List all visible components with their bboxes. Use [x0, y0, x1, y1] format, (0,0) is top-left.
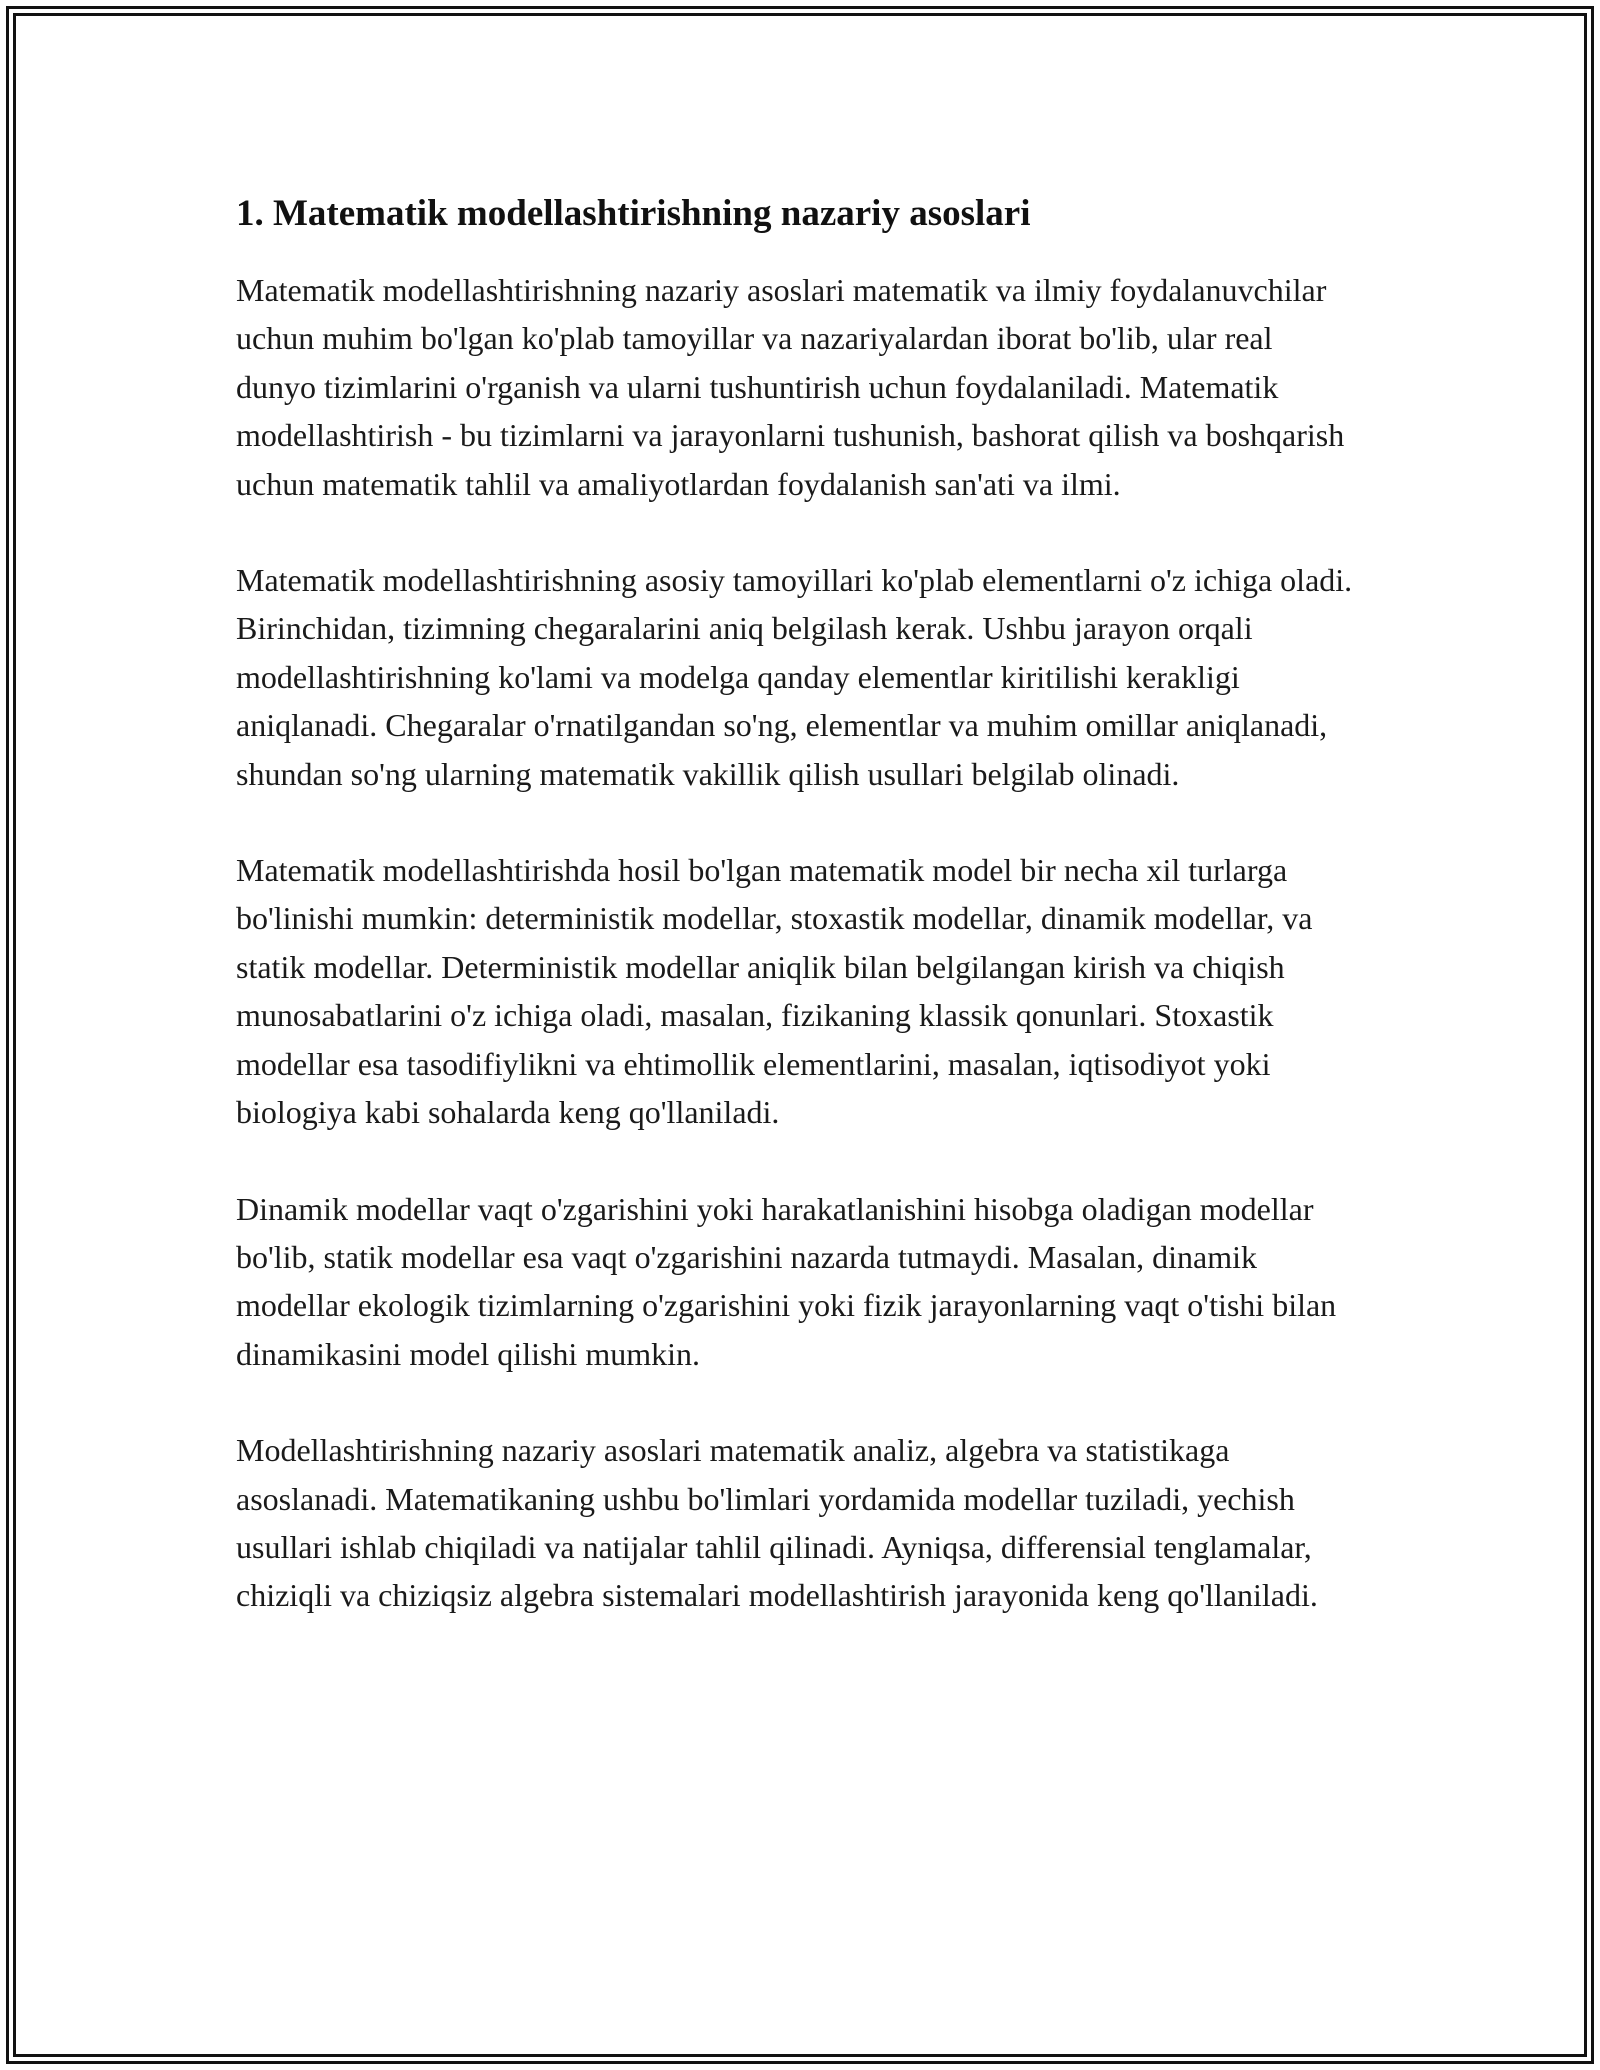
paragraph-3: Matematik modellashtirishda hosil bo'lgan matematik model bir necha xil turlarga bo'linishi mumkin: deterministik modellar, stoxastik modellar, dinamik modellar, va statik modellar. Deterministik modellar aniqlik bilan belgilangan kirish va chiqish munosabatlarini o'z ichiga oladi, masalan, fizikaning klassik qonunlari. Stoxastik modellar esa tasodifiylikni va ehtimollik elementlarini, masalan, iqtisodiyot yoki biologiya kabi sohalarda keng qo'llaniladi.: [236, 852, 1313, 1131]
paragraph-5: Modellashtirishning nazariy asoslari matematik analiz, algebra va statistikaga asoslanadi. Matematikaning ushbu bo'limlari yordamida modellar tuziladi, yechish usullari ishlab chiqiladi va natijalar tahlil qilinadi. Ayniqsa, differensial tenglamalar, chiziqli va chiziqsiz algebra sistemalari modellashtirish jarayonida keng qo'llaniladi.: [236, 1432, 1318, 1614]
paragraph-2: Matematik modellashtirishning asosiy tamoyillari ko'plab elementlarni o'z ichiga oladi. Birinchidan, tizimning chegaralarini aniq belgilash kerak. Ushbu jarayon orqali modellashtirishning ko'lami va modelga qanday elementlar kiritilishi kerakligi aniqlanadi. Chegaralar o'rnatilgandan so'ng, elementlar va muhim omillar aniqlanadi, shundan so'ng ularning matematik vakillik qilish usullari belgilab olinadi.: [236, 562, 1353, 792]
section-heading: 1. Matematik modellashtirishning nazariy asoslari: [236, 193, 1031, 234]
paragraph-1: Matematik modellashtirishning nazariy asoslari matematik va ilmiy foydalanuvchilar uchun muhim bo'lgan ko'plab tamoyillar va nazariyalardan iborat bo'lib, ular real dunyo tizimlarini o'rganish va ularni tushuntirish uchun foydalaniladi. Matematik modellashtirish - bu tizimlarni va jarayonlarni tushunish, bashorat qilish va boshqarish uchun matematik tahlil va amaliyotlardan foydalanish san'ati va ilmi.: [236, 272, 1345, 502]
document-body: [236, 188, 1356, 1668]
paragraph-4: Dinamik modellar vaqt o'zgarishini yoki harakatlanishini hisobga oladigan modellar bo'lib, statik modellar esa vaqt o'zgarishini nazarda tutmaydi. Masalan, dinamik modellar ekologik tizimlarning o'zgarishini yoki fizik jarayonlarning vaqt o'tishi bilan dinamikasini model qilishi mumkin.: [236, 1190, 1337, 1372]
